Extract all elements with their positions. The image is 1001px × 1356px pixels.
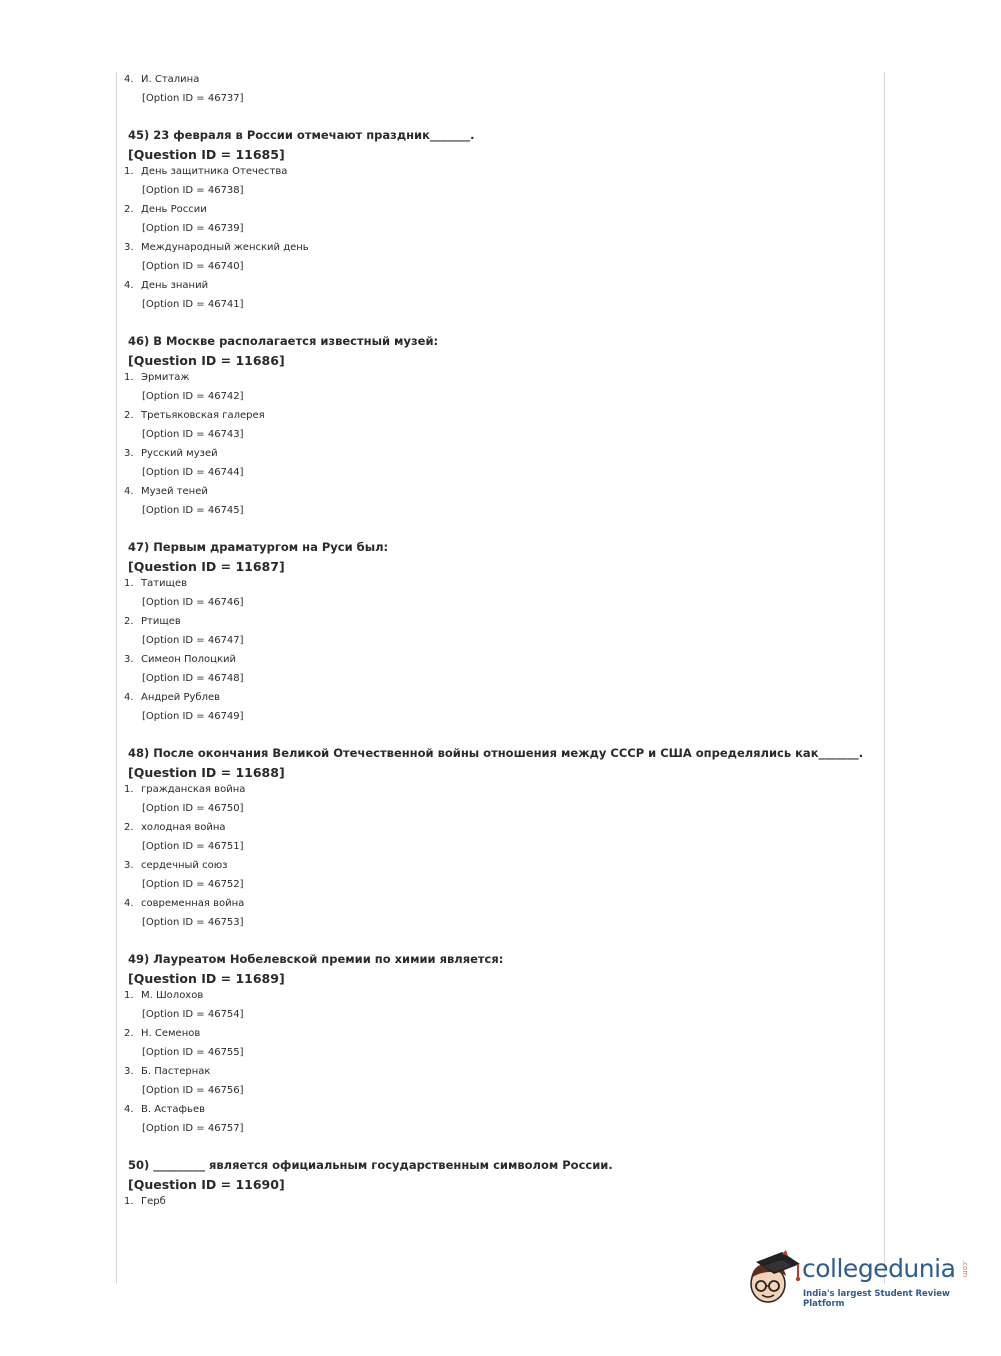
logo-dotcom-text: .com xyxy=(961,1260,969,1278)
option-id: [Option ID = 46740] xyxy=(142,261,244,272)
option-item: 1. День защитника Отечества xyxy=(124,166,288,177)
question-id: [Question ID = 11687] xyxy=(128,559,285,574)
question-title: 48) После окончания Великой Отечественной войны отношения между СССР и США определялись как_______. xyxy=(128,746,864,760)
option-item: 4. современная война xyxy=(124,898,245,909)
option-item: 3. сердечный союз xyxy=(124,860,228,871)
question-title: 49) Лауреатом Нобелевской премии по химии является: xyxy=(128,952,504,966)
option-id: [Option ID = 46750] xyxy=(142,803,244,814)
question-title: 46) В Москве располагается известный музей: xyxy=(128,334,439,348)
option-item: 3. Русский музей xyxy=(124,448,218,459)
option-item: 4. В. Астафьев xyxy=(124,1104,205,1115)
option-id: [Option ID = 46742] xyxy=(142,391,244,402)
option-item: 1. гражданская война xyxy=(124,784,246,795)
option-item: 4. Андрей Рублев xyxy=(124,692,221,703)
option-id: [Option ID = 46744] xyxy=(142,467,244,478)
option-item: 2. холодная война xyxy=(124,822,226,833)
question-50 xyxy=(124,1140,864,1209)
collegedunia-logo xyxy=(742,1248,972,1312)
option-item: 4. Музей теней xyxy=(124,486,208,497)
option-id: [Option ID = 46743] xyxy=(142,429,244,440)
page-border-left xyxy=(116,72,117,1284)
option-item: 2. Ртищев xyxy=(124,616,181,627)
question-id: [Question ID = 11686] xyxy=(128,353,285,368)
question-id: [Question ID = 11689] xyxy=(128,971,285,986)
option-id: [Option ID = 46741] xyxy=(142,299,244,310)
option-id: [Option ID = 46755] xyxy=(142,1047,244,1058)
question-46 xyxy=(124,316,864,522)
question-47 xyxy=(124,522,864,728)
option-id: [Option ID = 46752] xyxy=(142,879,244,890)
option-id: [Option ID = 46751] xyxy=(142,841,244,852)
logo-brand-text: collegedunia xyxy=(802,1254,956,1283)
option-id: [Option ID = 46739] xyxy=(142,223,244,234)
question-45 xyxy=(124,110,864,316)
option-id: [Option ID = 46747] xyxy=(142,635,244,646)
option-id: [Option ID = 46745] xyxy=(142,505,244,516)
option-item: 1. Татищев xyxy=(124,578,188,589)
page-border-right xyxy=(884,72,885,1284)
question-title: 50) _________ является официальным государственным символом России. xyxy=(128,1158,613,1172)
question-paper xyxy=(124,72,864,1209)
option-item: 3. Б. Пастернак xyxy=(124,1066,211,1077)
option-id: [Option ID = 46757] xyxy=(142,1123,244,1134)
logo-tagline: India's largest Student Review Platform xyxy=(803,1289,950,1309)
question-id: [Question ID = 11688] xyxy=(128,765,285,780)
question-49 xyxy=(124,934,864,1140)
option-item: 3. Симеон Полоцкий xyxy=(124,654,237,665)
question-48 xyxy=(124,728,864,934)
option-id: [Option ID = 46746] xyxy=(142,597,244,608)
question-id: [Question ID = 11690] xyxy=(128,1177,285,1192)
option-item: 4. И. Сталина xyxy=(124,74,200,85)
option-item: 4. День знаний xyxy=(124,280,209,291)
question-title: 45) 23 февраля в России отмечают праздник_______. xyxy=(128,128,475,142)
option-item: 3. Международный женский день xyxy=(124,242,309,253)
option-item: 1. Герб xyxy=(124,1196,166,1207)
option-item: 1. М. Шолохов xyxy=(124,990,204,1001)
option-id: [Option ID = 46738] xyxy=(142,185,244,196)
previous-question-fragment xyxy=(124,72,864,110)
option-id: [Option ID = 46756] xyxy=(142,1085,244,1096)
option-id: [Option ID = 46754] xyxy=(142,1009,244,1020)
question-title: 47) Первым драматургом на Руси был: xyxy=(128,540,389,554)
option-id: [Option ID = 46748] xyxy=(142,673,244,684)
option-id: [Option ID = 46737] xyxy=(142,93,244,104)
option-id: [Option ID = 46749] xyxy=(142,711,244,722)
option-item: 1. Эрмитаж xyxy=(124,372,190,383)
question-id: [Question ID = 11685] xyxy=(128,147,285,162)
option-item: 2. Третьяковская галерея xyxy=(124,410,265,421)
option-id: [Option ID = 46753] xyxy=(142,917,244,928)
option-item: 2. День России xyxy=(124,204,207,215)
option-item: 2. Н. Семенов xyxy=(124,1028,201,1039)
